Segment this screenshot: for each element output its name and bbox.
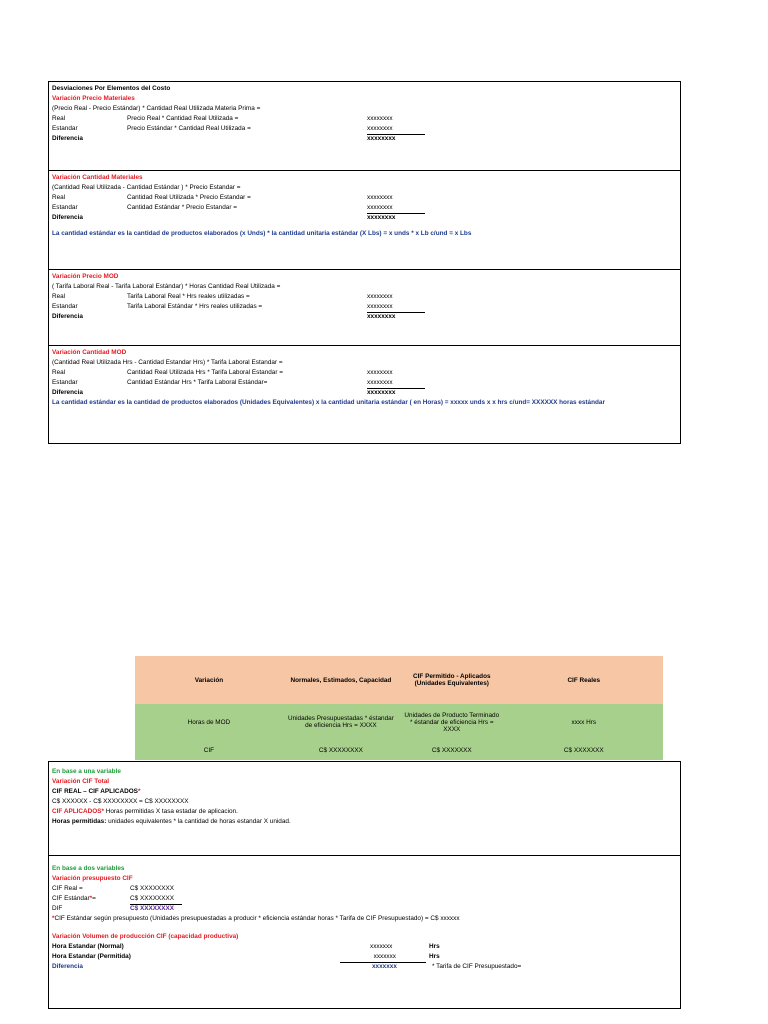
row-real: Real Tarifa Laboral Real * Hrs reales utilizadas = xxxxxxxx: [52, 293, 393, 300]
table-row: [135, 740, 663, 760]
section-heading: Variación Cantidad Materiales: [52, 174, 143, 181]
table-cell: Unidades Presupuestadas * éstandar de eficiencia Hrs = XXXX: [283, 704, 399, 740]
row-dif: DIF C$ XXXXXXXX: [52, 905, 175, 912]
table-header-cell: CIF Permitido - Aplicados (Unidades Equivalentes): [399, 656, 505, 704]
section-precio-materiales: [49, 82, 680, 171]
section-title: En base a una variable: [52, 768, 121, 775]
table-cell: C$ XXXXXXXX: [283, 740, 399, 760]
doc-title: Desviaciones Por Elementos del Costo: [52, 85, 171, 92]
section-heading: Variación Precio Materiales: [52, 95, 135, 102]
section-heading: Variación Precio MOD: [52, 273, 119, 280]
section-cantidad-mod: [49, 346, 680, 443]
row-estandar: Estandar Tarifa Laboral Estándar * Hrs reales utilizadas = xxxxxxxx: [52, 302, 677, 312]
table-cell: C$ XXXXXXX: [399, 740, 505, 760]
table-header-cell: Variación: [135, 656, 283, 704]
section-cantidad-materiales: [49, 171, 680, 270]
table-header-cell: Normales, Estimados, Capacidad: [283, 656, 399, 704]
row-estandar: Estandar Cantidad Estándar Hrs * Tarifa Laboral Estándar= xxxxxxxx: [52, 378, 677, 388]
variances-box: [48, 81, 681, 444]
cif-variances-box: [48, 761, 681, 1009]
row-real: Real Precio Real * Cantidad Real Utilizada = xxxxxxxx: [52, 115, 393, 122]
row-estandar: Estandar Precio Estándar * Cantidad Real Utilizada = xxxxxxxx: [52, 124, 677, 134]
formula: (Precio Real - Precio Estándar) * Cantidad Real Utilizada Materia Prima =: [52, 105, 261, 112]
table-cell: xxxx Hrs: [505, 704, 663, 740]
table-cell: Horas de MOD: [135, 704, 283, 740]
cif-table: [135, 656, 663, 760]
row-real: Real Cantidad Real Utilizada * Precio Estandar = xxxxxxxx: [52, 194, 393, 201]
formula: (Cantidad Real Utilizada Hrs - Cantidad Estandar Hrs) * Tarifa Laboral Estandar =: [52, 359, 283, 366]
row-diferencia: Diferencia xxxxxxxx: [52, 135, 396, 142]
formula-values: C$ XXXXXX - C$ XXXXXXXX = C$ XXXXXXXX: [52, 798, 189, 805]
table-header-cell: CIF Reales: [505, 656, 663, 704]
section-precio-mod: [49, 270, 680, 346]
table-cell: Unidades de Producto Terminado * éstandar de eficiencia Hrs = XXXX: [399, 704, 505, 740]
table-header-row: [135, 656, 663, 704]
section-una-variable: [49, 762, 680, 856]
formula: (Cantidad Real Utilizada - Cantidad Estándar ) * Precio Estandar =: [52, 184, 241, 191]
section-heading: Variación presupuesto CIF: [52, 875, 133, 882]
section-heading: Variación CIF Total: [52, 778, 110, 785]
table-cell: C$ XXXXXXX: [505, 740, 663, 760]
row-diferencia: Diferencia xxxxxxxx: [52, 214, 396, 221]
row-hora-permitida: Hora Estandar (Permitida) xxxxxxx Hrs: [52, 952, 677, 962]
row-real: Real Cantidad Real Utilizada Hrs * Tarifa Laboral Estandar = xxxxxxxx: [52, 369, 393, 376]
row-estandar: Estandar Cantidad Estándar * Precio Estandar = xxxxxxxx: [52, 203, 677, 213]
formula-cif-total: CIF REAL – CIF APLICADOS*: [52, 788, 141, 795]
row-diferencia: Diferencia xxxxxxxx: [52, 313, 396, 320]
section-note: La cantidad estándar es la cantidad de productos elaborados (Unidades Equivalentes) x la cantidad unitaria estándar ( en Horas) = xxxxx unds x x hrs c/und= XXXXXX horas estándar: [52, 399, 605, 406]
footnote: *CIF Estándar según presupuesto (Unidades presupuestadas a producir * eficiencia estándar horas * Tarifa de CIF Presupuestado) = C$ xxxxxx: [52, 915, 460, 922]
row-cif-real: CIF Real = C$ XXXXXXXX: [52, 885, 175, 892]
formula: ( Tarifa Laboral Real - Tarifa Laboral Estándar) * Horas Cantidad Real Utilizada =: [52, 283, 281, 290]
table-cell: CIF: [135, 740, 283, 760]
row-vol-diferencia: Diferencia xxxxxxx * Tarifa de CIF Presupuestado=: [52, 963, 522, 970]
table-row: [135, 704, 663, 740]
aplicados-definition: CIF APLICADOS* Horas permitidas X tasa estadar de aplicacion.: [52, 808, 238, 815]
row-cif-estandar: CIF Estándar*= C$ XXXXXXXX: [52, 894, 677, 904]
section-dos-variables: [49, 856, 680, 1008]
permitidas-definition: Horas permitidas: unidades equivalentes * la cantidad de horas estandar X unidad.: [52, 818, 291, 825]
section-heading: Variación Cantidad MOD: [52, 349, 127, 356]
section-note: La cantidad estándar es la cantidad de productos elaborados (x Unds) * la cantidad unitaria estándar (X Lbs) = x unds * x Lb c/und = x Lbs: [52, 230, 472, 237]
row-diferencia: Diferencia xxxxxxxx: [52, 389, 396, 396]
volume-heading: Variación Volumen de producción CIF (capacidad productiva): [52, 933, 239, 940]
row-hora-normal: Hora Estandar (Normal) xxxxxxx Hrs: [52, 943, 440, 950]
section-title: En base a dos variables: [52, 865, 125, 872]
